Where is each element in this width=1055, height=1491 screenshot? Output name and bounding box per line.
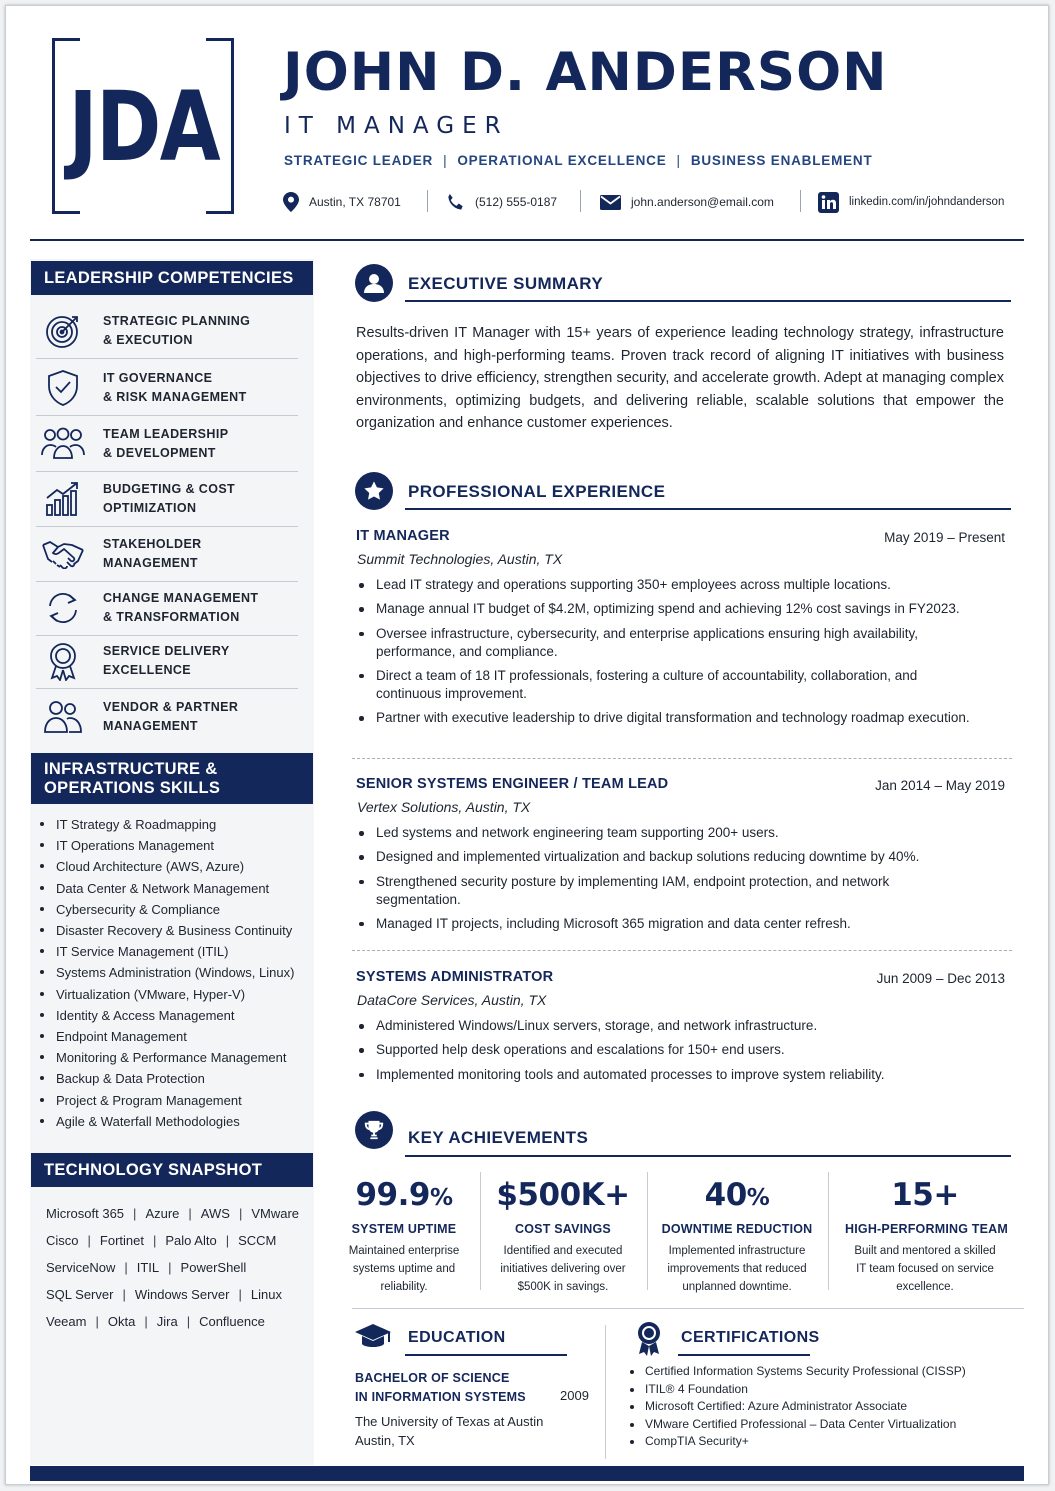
list-item: Led systems and network engineering team supporting 200+ users. bbox=[357, 824, 977, 842]
competency-item: STAKEHOLDER MANAGEMENT bbox=[36, 527, 298, 582]
list-item: Partner with executive leadership to drive digital transformation and technology roadmap execution. bbox=[357, 709, 977, 727]
list-item: Endpoint Management bbox=[38, 1026, 294, 1047]
job-title: SYSTEMS ADMINISTRATOR bbox=[356, 969, 554, 985]
list-item: VMware Certified Professional – Data Center Virtualization bbox=[628, 1416, 966, 1434]
experience-heading: PROFESSIONAL EXPERIENCE bbox=[408, 482, 666, 501]
divider bbox=[352, 758, 1012, 759]
location-pin-icon bbox=[283, 192, 299, 212]
list-item: IT Operations Management bbox=[38, 835, 294, 856]
list-item: Administered Windows/Linux servers, storage, and network infrastructure. bbox=[357, 1017, 997, 1035]
contact-location: Austin, TX 78701 bbox=[283, 190, 401, 214]
certifications-list bbox=[628, 1363, 966, 1451]
divider bbox=[605, 1325, 606, 1459]
list-item: Supported help desk operations and escalations for 150+ end users. bbox=[357, 1041, 997, 1059]
phone-icon bbox=[446, 193, 465, 212]
section-underline bbox=[405, 300, 1011, 302]
achievement-desc: Maintained enterprise systems uptime and reliability. bbox=[348, 1245, 460, 1293]
person-icon bbox=[355, 264, 393, 302]
job-title: SENIOR SYSTEMS ENGINEER / TEAM LEAD bbox=[356, 776, 669, 792]
list-item: IT Strategy & Roadmapping bbox=[38, 814, 294, 835]
achievement-label: DOWNTIME REDUCTION bbox=[661, 1222, 813, 1236]
section-underline bbox=[678, 1354, 810, 1356]
header-divider bbox=[30, 239, 1024, 241]
graduation-year: 2009 bbox=[560, 1388, 589, 1403]
tagline-separator: | bbox=[676, 153, 681, 168]
achievement-desc: Built and mentored a skilled IT team focused on service excellence. bbox=[854, 1245, 996, 1293]
envelope-icon bbox=[600, 195, 621, 210]
list-item: IT Service Management (ITIL) bbox=[38, 941, 294, 962]
job-title: IT MANAGER bbox=[284, 113, 509, 139]
monogram-logo bbox=[52, 38, 234, 214]
competency-item: BUDGETING & COST OPTIMIZATION bbox=[36, 472, 298, 527]
list-item: Oversee infrastructure, cybersecurity, and enterprise applications ensuring high availability, performance, and compliance. bbox=[357, 625, 977, 661]
competency-item: VENDOR & PARTNER MANAGEMENT bbox=[36, 689, 298, 744]
competencies-heading: LEADERSHIP COMPETENCIES bbox=[31, 261, 313, 295]
job-company: Summit Technologies, Austin, TX bbox=[357, 551, 563, 567]
list-item: CompTIA Security+ bbox=[628, 1433, 966, 1451]
job-company: DataCore Services, Austin, TX bbox=[357, 992, 547, 1008]
contact-linkedin[interactable]: linkedin.com/in/johndanderson bbox=[818, 190, 1004, 214]
degree: BACHELOR OF SCIENCE IN INFORMATION SYSTEMS bbox=[355, 1371, 526, 1404]
job-dates: May 2019 – Present bbox=[884, 530, 1005, 545]
partners-icon bbox=[43, 700, 83, 734]
summary-text: Results-driven IT Manager with 15+ years of experience leading technology strategy, infrastructure operations, and high-performing teams. Proven track record of aligning IT initiatives with business objectives to drive efficiency, strengthen security, and accelerate growth. Adept at managing complex environments, optimizing budgets, and delivering reliable, scalable solutions that empower the organization and enhance customer experiences. bbox=[356, 325, 1004, 431]
list-item: Strengthened security posture by implementing IAM, endpoint protection, and network segmentation. bbox=[357, 873, 977, 909]
list-item: Certified Information Systems Security Professional (CISSP) bbox=[628, 1363, 966, 1381]
achievement-desc: Implemented infrastructure improvements that reduced unplanned downtime. bbox=[667, 1245, 807, 1293]
education-heading: EDUCATION bbox=[408, 1329, 506, 1346]
skills-heading: INFRASTRUCTURE & OPERATIONS SKILLS bbox=[31, 753, 313, 804]
list-item: Direct a team of 18 IT professionals, fostering a culture of accountability, collaboration, and continuous improvement. bbox=[357, 667, 977, 703]
divider bbox=[352, 950, 1012, 951]
skills-list bbox=[38, 814, 294, 1132]
job-bullets bbox=[357, 824, 977, 939]
achievement-value: 15+ bbox=[891, 1177, 959, 1213]
summary-heading: EXECUTIVE SUMMARY bbox=[408, 274, 604, 293]
tech-row: ServiceNow | ITIL | PowerShell bbox=[46, 1260, 247, 1275]
tagline-item: BUSINESS ENABLEMENT bbox=[690, 153, 873, 168]
list-item: Monitoring & Performance Management bbox=[38, 1047, 294, 1068]
list-item: Identity & Access Management bbox=[38, 1005, 294, 1026]
achievement-value: $500K+ bbox=[496, 1177, 630, 1213]
achievement-desc: Identified and executed initiatives delivering over $500K in savings. bbox=[500, 1245, 626, 1293]
contact-email[interactable]: john.anderson@email.com bbox=[600, 190, 774, 214]
list-item: Virtualization (VMware, Hyper-V) bbox=[38, 984, 294, 1005]
achievement-label: COST SAVINGS bbox=[515, 1222, 611, 1236]
tech-heading: TECHNOLOGY SNAPSHOT bbox=[31, 1153, 313, 1187]
achievement-card bbox=[324, 1175, 484, 1296]
job-dates: Jun 2009 – Dec 2013 bbox=[876, 971, 1005, 986]
tagline-separator: | bbox=[443, 153, 448, 168]
tech-row: Cisco | Fortinet | Palo Alto | SCCM bbox=[46, 1233, 277, 1248]
footer-bar bbox=[30, 1466, 1024, 1481]
candidate-name: JOHN D. ANDERSON bbox=[283, 42, 888, 103]
linkedin-icon bbox=[818, 192, 839, 213]
cycle-arrows-icon bbox=[45, 591, 81, 625]
list-item: Project & Program Management bbox=[38, 1090, 294, 1111]
certificate-medal-icon bbox=[634, 1320, 664, 1356]
trophy-icon bbox=[355, 1111, 393, 1149]
tech-row: Microsoft 365 | Azure | AWS | VMware bbox=[46, 1206, 300, 1221]
list-item: Disaster Recovery & Business Continuity bbox=[38, 920, 294, 941]
job-company: Vertex Solutions, Austin, TX bbox=[357, 799, 531, 815]
list-item: Agile & Waterfall Methodologies bbox=[38, 1111, 294, 1132]
list-item: Manage annual IT budget of $4.2M, optimizing spend and achieving 12% cost savings in FY2023. bbox=[357, 600, 977, 618]
divider bbox=[352, 1308, 1024, 1309]
tech-row: SQL Server | Windows Server | Linux bbox=[46, 1287, 282, 1302]
graduation-cap-icon bbox=[354, 1322, 392, 1352]
competency-item: IT GOVERNANCE & RISK MANAGEMENT bbox=[36, 361, 298, 416]
contact-phone[interactable]: (512) 555-0187 bbox=[446, 190, 557, 214]
tagline bbox=[284, 153, 873, 168]
certifications-heading: CERTIFICATIONS bbox=[681, 1329, 820, 1346]
target-icon bbox=[44, 312, 82, 350]
achievement-label: HIGH-PERFORMING TEAM bbox=[845, 1222, 1009, 1236]
monogram-text: JDA bbox=[68, 71, 220, 183]
competency-item: CHANGE MANAGEMENT & TRANSFORMATION bbox=[36, 581, 298, 636]
list-item: Lead IT strategy and operations supporting 350+ employees across multiple locations. bbox=[357, 576, 977, 594]
job-title: IT MANAGER bbox=[356, 528, 450, 544]
section-underline bbox=[405, 1354, 567, 1356]
list-item: Managed IT projects, including Microsoft 365 migration and data center refresh. bbox=[357, 915, 977, 933]
list-item: ITIL® 4 Foundation bbox=[628, 1381, 966, 1399]
competency-item: TEAM LEADERSHIP & DEVELOPMENT bbox=[36, 417, 298, 472]
achievement-card bbox=[845, 1175, 1009, 1296]
competency-item: SERVICE DELIVERY EXCELLENCE bbox=[36, 634, 298, 689]
list-item: Implemented monitoring tools and automated processes to improve system reliability. bbox=[357, 1066, 997, 1084]
list-item: Data Center & Network Management bbox=[38, 878, 294, 899]
achievement-card bbox=[657, 1175, 817, 1296]
achievements-heading: KEY ACHIEVEMENTS bbox=[408, 1128, 589, 1147]
job-bullets bbox=[357, 576, 977, 733]
shield-check-icon bbox=[46, 369, 80, 407]
list-item: Designed and implemented virtualization and backup solutions reducing downtime by 40%. bbox=[357, 848, 977, 866]
list-item: Backup & Data Protection bbox=[38, 1068, 294, 1089]
job-bullets bbox=[357, 1017, 997, 1090]
achievement-value: 40% bbox=[704, 1177, 770, 1213]
achievement-card bbox=[483, 1175, 643, 1296]
section-underline bbox=[405, 508, 1011, 510]
job-dates: Jan 2014 – May 2019 bbox=[875, 778, 1005, 793]
list-item: Cybersecurity & Compliance bbox=[38, 899, 294, 920]
list-item: Systems Administration (Windows, Linux) bbox=[38, 962, 294, 983]
list-item: Cloud Architecture (AWS, Azure) bbox=[38, 856, 294, 877]
growth-chart-icon bbox=[44, 481, 82, 517]
section-underline bbox=[405, 1155, 1011, 1157]
star-icon bbox=[355, 472, 393, 510]
handshake-icon bbox=[41, 539, 85, 569]
award-ribbon-icon bbox=[46, 641, 80, 681]
tech-row: Veeam | Okta | Jira | Confluence bbox=[46, 1314, 265, 1329]
tagline-item: OPERATIONAL EXCELLENCE bbox=[457, 153, 667, 168]
team-icon bbox=[41, 427, 85, 461]
list-item: Microsoft Certified: Azure Administrator Associate bbox=[628, 1398, 966, 1416]
competency-item: STRATEGIC PLANNING & EXECUTION bbox=[36, 304, 298, 359]
achievement-label: SYSTEM UPTIME bbox=[351, 1222, 457, 1236]
achievement-value: 99.9% bbox=[355, 1177, 453, 1213]
tagline-item: STRATEGIC LEADER bbox=[284, 153, 434, 168]
school: The University of Texas at Austin Austin, TX bbox=[355, 1414, 544, 1448]
